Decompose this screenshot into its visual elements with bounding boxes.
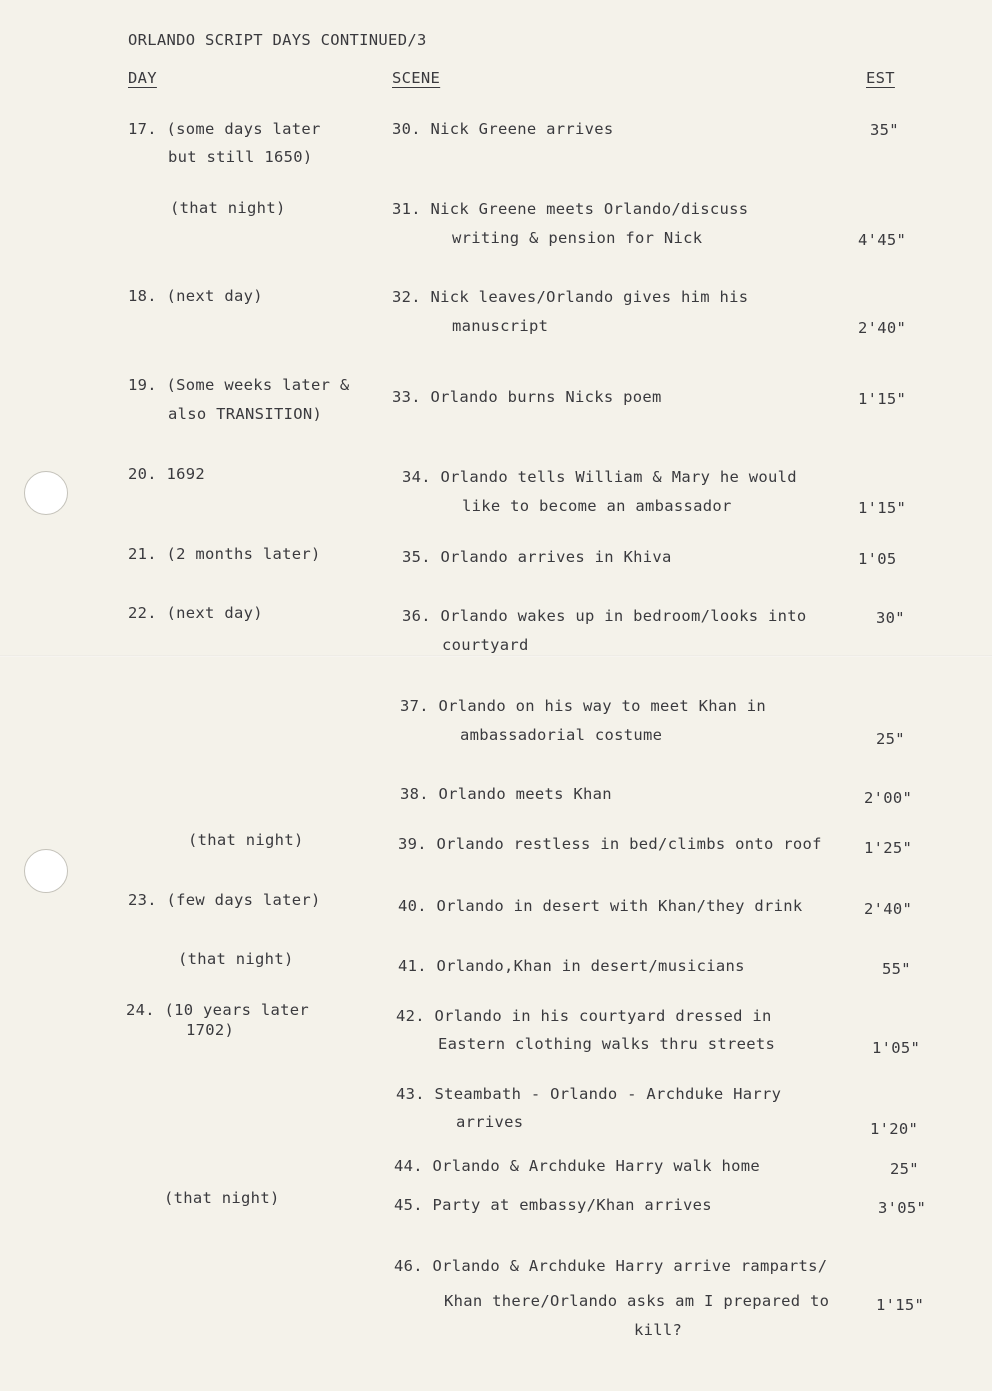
est-entry: 55" [882, 960, 911, 978]
est-entry: 4'45" [858, 231, 907, 249]
scene-entry: 45. Party at embassy/Khan arrives [394, 1196, 712, 1214]
scene-entry: 43. Steambath - Orlando - Archduke Harry [396, 1085, 782, 1103]
scene-entry: like to become an ambassador [462, 497, 732, 515]
scene-entry: 42. Orlando in his courtyard dressed in [396, 1007, 772, 1025]
day-entry: (that night) [164, 1189, 280, 1207]
day-entry: 20. 1692 [128, 465, 206, 483]
day-entry: 23. (few days later) [128, 891, 321, 909]
est-entry: 3'05" [878, 1199, 927, 1217]
est-entry: 25" [890, 1160, 919, 1178]
punch-hole [24, 849, 68, 893]
est-entry: 35" [870, 121, 899, 139]
column-header-scene: SCENE [392, 69, 441, 87]
day-entry: 22. (next day) [128, 604, 263, 622]
est-entry: 1'15" [858, 499, 907, 517]
column-header-day: DAY [128, 69, 157, 87]
scene-entry: 30. Nick Greene arrives [392, 120, 614, 138]
day-entry: also TRANSITION) [168, 405, 323, 423]
scene-entry: arrives [456, 1113, 524, 1131]
scene-entry: 31. Nick Greene meets Orlando/discuss [392, 200, 749, 218]
est-entry: 1'25" [864, 839, 913, 857]
scene-entry: 33. Orlando burns Nicks poem [392, 388, 662, 406]
est-entry: 25" [876, 730, 905, 748]
column-header-est: EST [866, 69, 895, 87]
est-entry: 2'00" [864, 789, 913, 807]
scene-entry: 36. Orlando wakes up in bedroom/looks into [402, 607, 807, 625]
day-entry: (that night) [188, 831, 304, 849]
scene-entry: 34. Orlando tells William & Mary he would [402, 468, 797, 486]
day-entry: 18. (next day) [128, 287, 263, 305]
scene-entry: 37. Orlando on his way to meet Khan in [400, 697, 767, 715]
day-entry: 24. (10 years later [126, 1001, 310, 1019]
scene-entry: 32. Nick leaves/Orlando gives him his [392, 288, 749, 306]
scene-entry: 35. Orlando arrives in Khiva [402, 548, 672, 566]
scene-entry: manuscript [452, 317, 549, 335]
scene-entry: Khan there/Orlando asks am I prepared to [444, 1292, 830, 1310]
scene-entry: 44. Orlando & Archduke Harry walk home [394, 1157, 761, 1175]
est-entry: 1'15" [858, 390, 907, 408]
scene-entry: 40. Orlando in desert with Khan/they drink [398, 897, 803, 915]
scene-entry: writing & pension for Nick [452, 229, 703, 247]
est-entry: 1'15" [876, 1296, 925, 1314]
est-entry: 2'40" [858, 319, 907, 337]
scene-entry: courtyard [442, 636, 529, 654]
punch-hole [24, 471, 68, 515]
est-entry: 30" [876, 609, 905, 627]
day-entry: 1702) [186, 1021, 235, 1039]
scene-entry: 39. Orlando restless in bed/climbs onto roof [398, 835, 822, 853]
scene-entry: kill? [634, 1321, 683, 1339]
document-title: ORLANDO SCRIPT DAYS CONTINUED/3 [128, 31, 427, 49]
scene-entry: 46. Orlando & Archduke Harry arrive ramparts/ [394, 1257, 828, 1275]
scene-entry: 38. Orlando meets Khan [400, 785, 612, 803]
day-entry: (that night) [170, 199, 286, 217]
day-entry: 21. (2 months later) [128, 545, 321, 563]
est-entry: 1'05" [872, 1039, 921, 1057]
day-entry: 19. (Some weeks later & [128, 376, 350, 394]
day-entry: 17. (some days later [128, 120, 321, 138]
day-entry: (that night) [178, 950, 294, 968]
est-entry: 2'40" [864, 900, 913, 918]
scene-entry: ambassadorial costume [460, 726, 663, 744]
scene-entry: 41. Orlando,Khan in desert/musicians [398, 957, 745, 975]
scene-entry: Eastern clothing walks thru streets [438, 1035, 776, 1053]
est-entry: 1'05 [858, 550, 897, 568]
day-entry: but still 1650) [168, 148, 313, 166]
est-entry: 1'20" [870, 1120, 919, 1138]
